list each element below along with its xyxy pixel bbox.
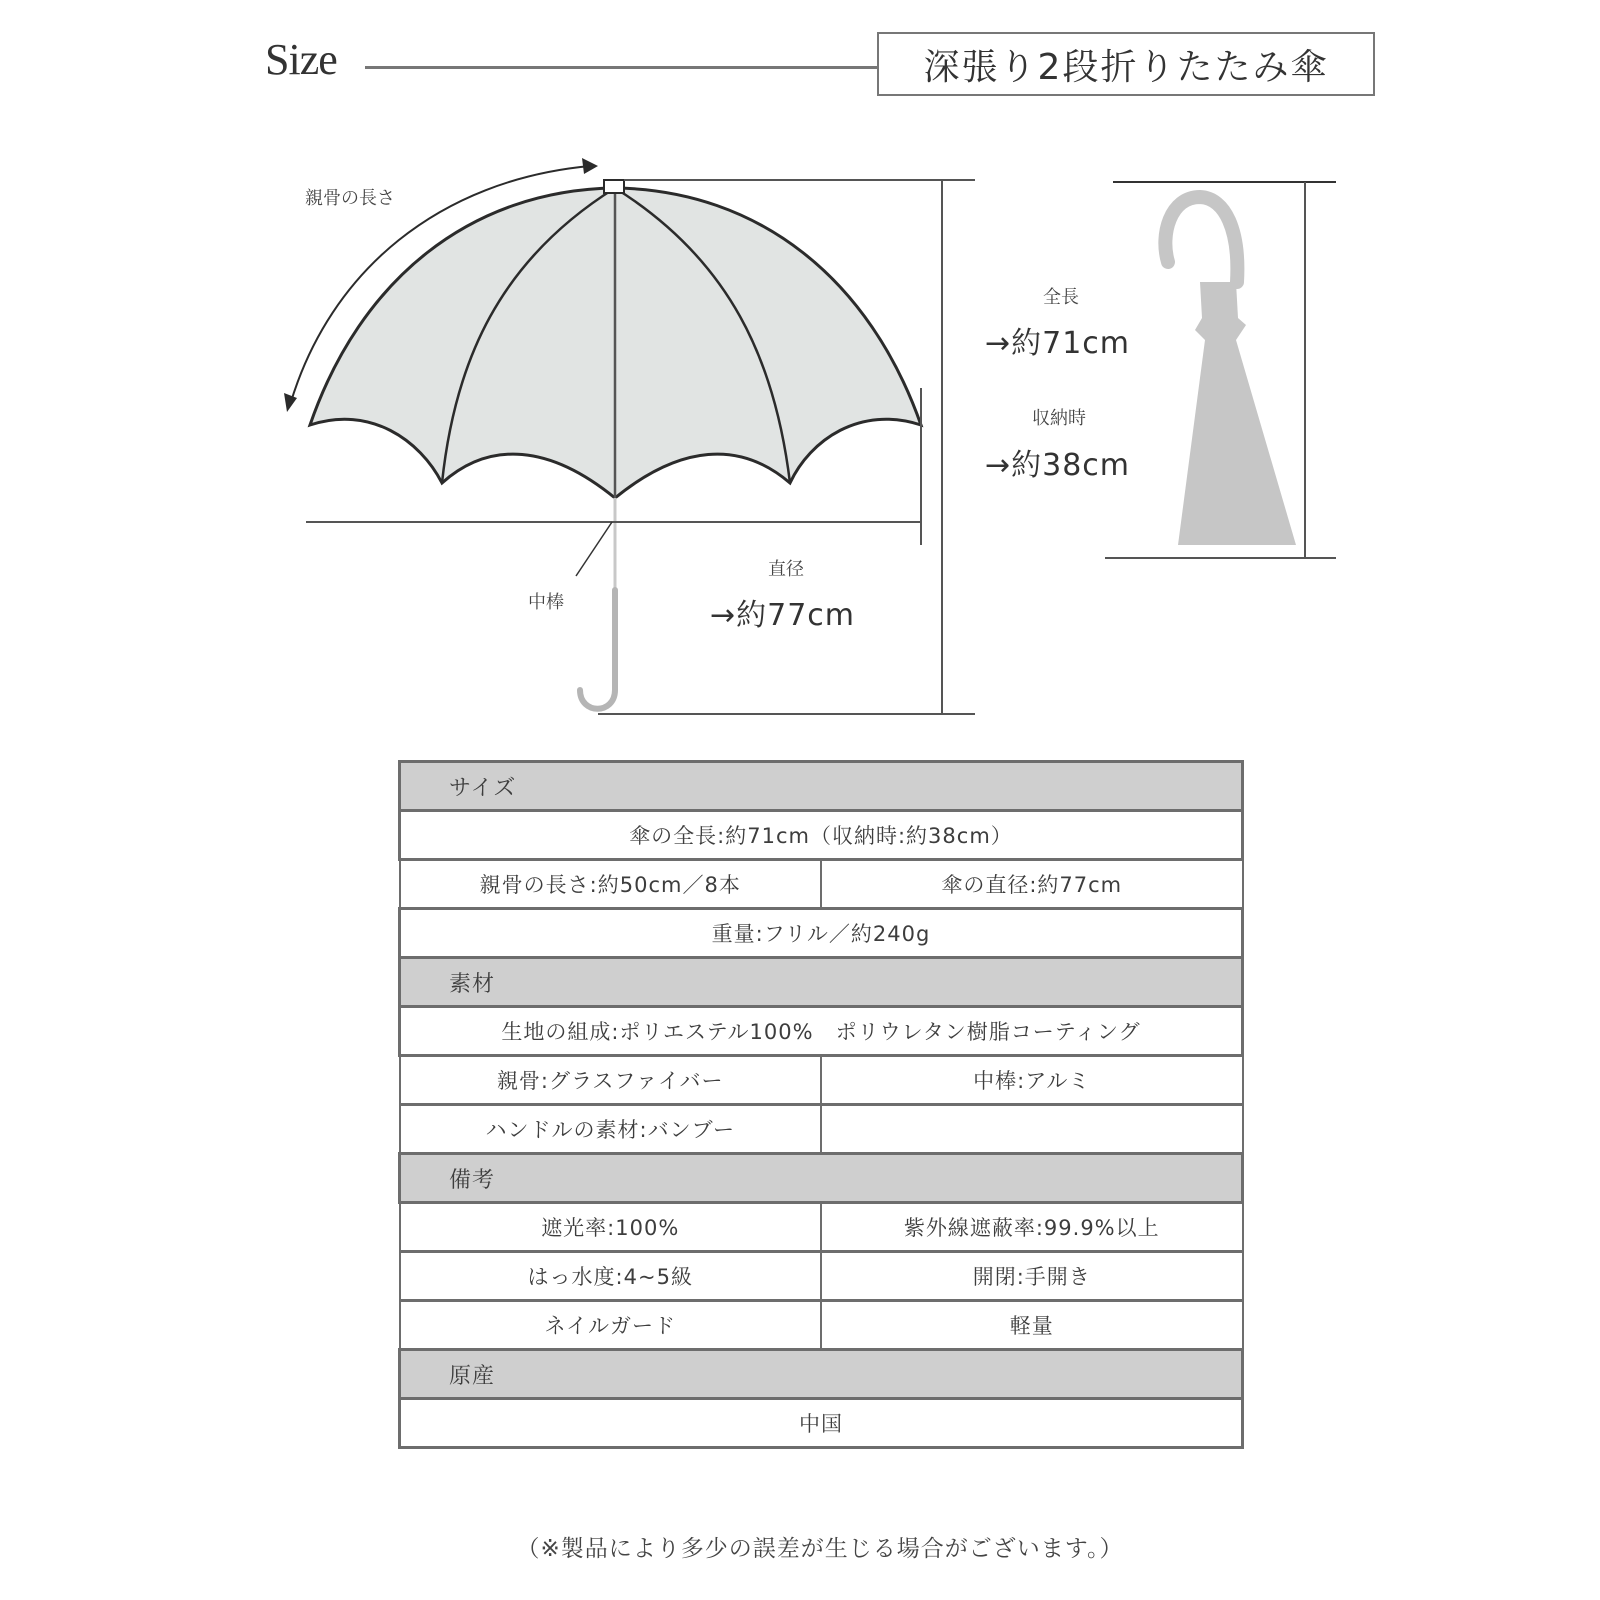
spec-light-blocking: 遮光率:100% — [400, 1203, 822, 1252]
spec-nail-guard: ネイルガード — [400, 1301, 822, 1350]
spec-origin: 中国 — [400, 1399, 1243, 1448]
diameter-value: →約77cm — [710, 598, 856, 633]
spec-diameter: 傘の直径:約77cm — [821, 860, 1243, 909]
section-header-notes: 備考 — [400, 1154, 1243, 1203]
spec-table — [398, 760, 1244, 1449]
stored-length-label: 収納時 — [1032, 408, 1086, 429]
shaft-label: 中棒 — [528, 592, 564, 613]
total-length-value: →約71cm — [985, 326, 1131, 361]
spec-empty-cell — [821, 1105, 1243, 1154]
stored-length-value: →約38cm — [985, 448, 1131, 483]
spec-rib-length: 親骨の長さ:約50cm／8本 — [400, 860, 822, 909]
spec-handle-material: ハンドルの素材:バンブー — [400, 1105, 822, 1154]
spec-weight: 重量:フリル／約240g — [400, 909, 1243, 958]
spec-water-repellency: はっ水度:4~5級 — [400, 1252, 822, 1301]
size-title: Size — [265, 35, 337, 84]
product-name: 深張り2段折りたたみ傘 — [923, 46, 1329, 88]
spec-opening: 開閉:手開き — [821, 1252, 1243, 1301]
spec-lightweight: 軽量 — [821, 1301, 1243, 1350]
spec-uv-blocking: 紫外線遮蔽率:99.9%以上 — [821, 1203, 1243, 1252]
spec-shaft-material: 中棒:アルミ — [821, 1056, 1243, 1105]
footnote: （※製品により多少の誤差が生じる場合がございます。） — [516, 1536, 1124, 1562]
total-length-label: 全長 — [1043, 287, 1079, 308]
spec-fabric: 生地の組成:ポリエステル100% ポリウレタン樹脂コーティング — [400, 1007, 1243, 1056]
rib-length-label: 親骨の長さ — [305, 188, 395, 209]
section-header-size: サイズ — [400, 762, 1243, 811]
folded-umbrella-icon — [1105, 182, 1336, 558]
spec-total-length: 傘の全長:約71cm（収納時:約38cm） — [400, 811, 1243, 860]
section-header-material: 素材 — [400, 958, 1243, 1007]
spec-rib-material: 親骨:グラスファイバー — [400, 1056, 822, 1105]
section-header-origin: 原産 — [400, 1350, 1243, 1399]
diameter-label: 直径 — [768, 559, 804, 580]
